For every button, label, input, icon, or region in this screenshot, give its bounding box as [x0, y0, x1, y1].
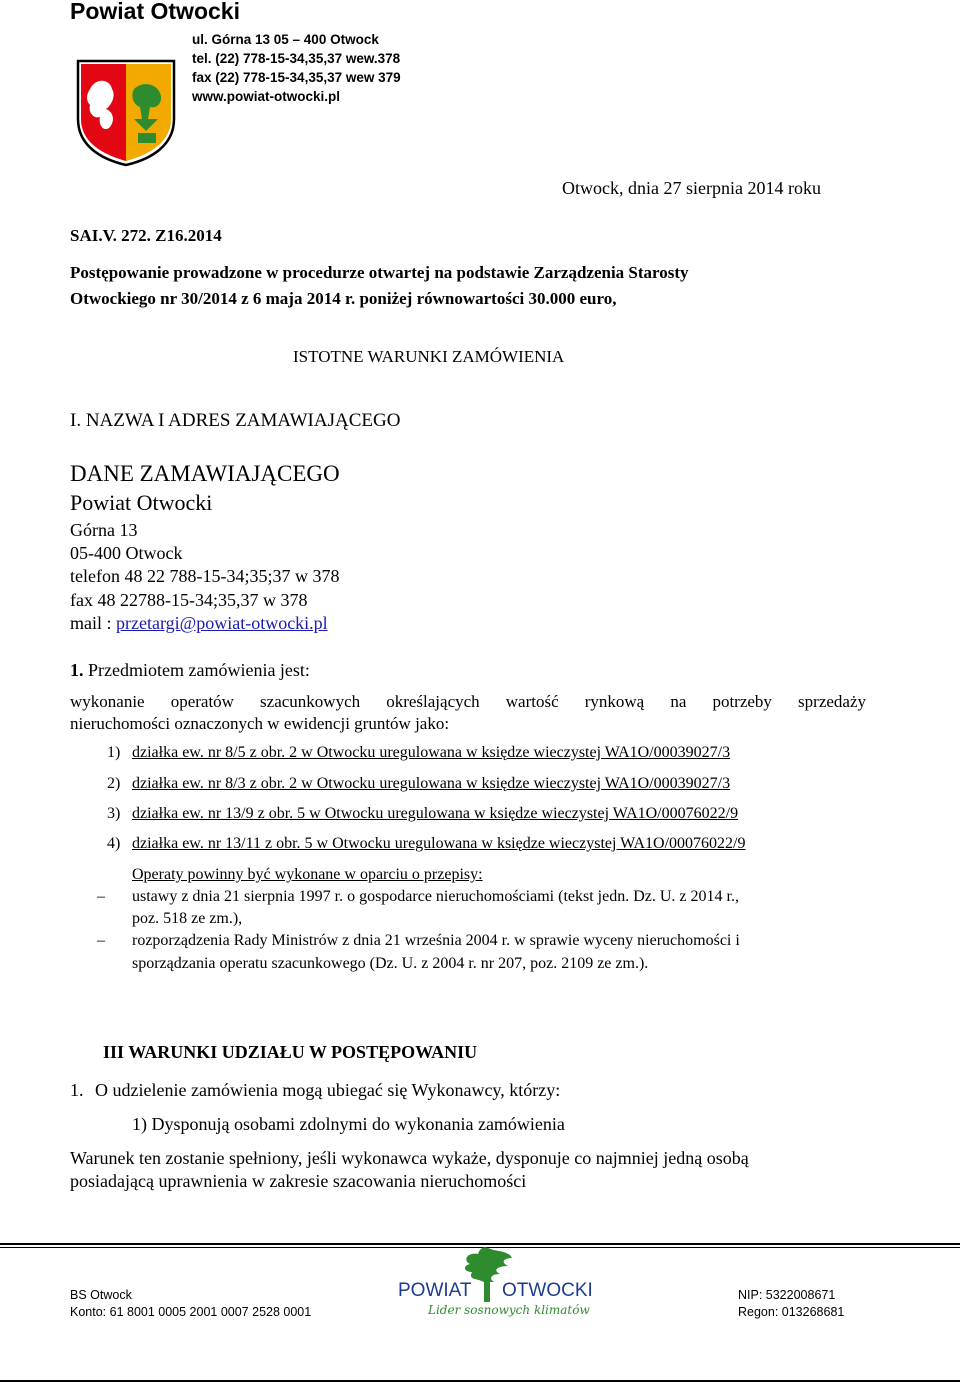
section-3-item-text: O udzielenie zamówienia mogą ubiegać się Wykonawcy, którzy: — [95, 1080, 561, 1100]
contact-address: ul. Górna 13 05 – 400 Otwock — [192, 32, 379, 47]
regulation-line: poz. 518 ze zm.), — [132, 910, 243, 927]
regulation-line: sporządzania operatu szacunkowego (Dz. U. z 2004 r. nr 207, poz. 2109 ze zm.). — [132, 955, 649, 972]
contracting-party-name: Powiat Otwocki — [70, 490, 213, 515]
contracting-party-fax: fax 48 22788-15-34;35,37 w 378 — [70, 590, 308, 610]
contracting-party-heading: DANE ZAMAWIAJĄCEGO — [70, 461, 340, 486]
dash-bullet-icon: – — [97, 932, 105, 949]
plot-number: 2) — [107, 775, 121, 792]
section-1-title: I. NAZWA I ADRES ZAMAWIAJĄCEGO — [70, 410, 401, 431]
plot-item: działka ew. nr 13/9 z obr. 5 w Otwocku uregulowana w księdze wieczystej WA1O/00076022/9 — [132, 805, 739, 822]
contracting-party-street: Górna 13 — [70, 520, 138, 540]
contact-phone: tel. (22) 778-15-34,35,37 wew.378 — [192, 51, 401, 66]
plot-number: 1) — [107, 744, 121, 761]
contracting-party-city: 05-400 Otwock — [70, 543, 183, 563]
svg-text:Lider sosnowych klimatów: Lider sosnowych klimatów — [428, 1303, 590, 1317]
contact-fax: fax (22) 778-15-34,35,37 wew 379 — [192, 70, 401, 85]
footer-bank: BS Otwock — [70, 1288, 132, 1302]
regulation-line: rozporządzenia Rady Ministrów z dnia 21 września 2004 r. w sprawie wyceny nieruchomości i — [132, 932, 740, 949]
intro-line-2: Otwockiego nr 30/2014 z 6 maja 2014 r. poniżej równowartości 30.000 euro, — [70, 289, 617, 308]
plot-number: 3) — [107, 805, 121, 822]
bottom-border — [0, 1380, 960, 1382]
contracting-party-phone: telefon 48 22 788-15-34;35;37 w 378 — [70, 566, 340, 586]
mail-label: mail : — [70, 613, 116, 633]
powiat-otwocki-logo — [396, 1244, 596, 1324]
coat-of-arms-icon — [76, 59, 176, 167]
subject-description-line-2: nieruchomości oznaczonych w ewidencji gruntów jako: — [70, 714, 450, 733]
page-title: Powiat Otwocki — [70, 0, 240, 24]
condition-line-2: posiadającą uprawnienia w zakresie szacowania nieruchomości — [70, 1171, 527, 1191]
mail-link[interactable]: przetargi@powiat-otwocki.pl — [116, 613, 328, 633]
svg-text:OTWOCKI: OTWOCKI — [502, 1280, 593, 1301]
footer-regon: Regon: 013268681 — [738, 1305, 845, 1319]
reference-number: SAI.V. 272. Z16.2014 — [70, 226, 222, 245]
plot-item: działka ew. nr 13/11 z obr. 5 w Otwocku uregulowana w księdze wieczystej WA1O/00076022/9 — [132, 835, 746, 852]
subject-number: 1. — [70, 660, 84, 680]
contact-website[interactable]: www.powiat-otwocki.pl — [192, 89, 340, 104]
condition-line-1: Warunek ten zostanie spełniony, jeśli wykonawca wykaże, dysponuje co najmniej jedną osobą — [70, 1148, 749, 1168]
regulation-line: ustawy z dnia 21 sierpnia 1997 r. o gospodarce nieruchomościami (tekst jedn. Dz. U. z 2014 r., — [132, 888, 739, 905]
section-3-title: III WARUNKI UDZIAŁU W POSTĘPOWANIU — [103, 1042, 478, 1062]
plot-item: działka ew. nr 8/3 z obr. 2 w Otwocku uregulowana w księdze wieczystej WA1O/00039027/3 — [132, 775, 731, 792]
contracting-party-mail — [70, 613, 328, 634]
section-3-sub-item: 1) Dysponują osobami zdolnymi do wykonania zamówienia — [132, 1114, 565, 1134]
regulations-heading: Operaty powinny być wykonane w oparciu o przepisy: — [132, 866, 483, 883]
section-3-item-number: 1. — [70, 1080, 84, 1100]
plot-item: działka ew. nr 8/5 z obr. 2 w Otwocku uregulowana w księdze wieczystej WA1O/00039027/3 — [132, 744, 731, 761]
date-line: Otwock, dnia 27 sierpnia 2014 roku — [562, 178, 821, 198]
document-heading: ISTOTNE WARUNKI ZAMÓWIENIA — [293, 347, 565, 366]
dash-bullet-icon: – — [97, 888, 105, 905]
subject-heading — [70, 660, 310, 681]
footer-account: Konto: 61 8001 0005 2001 0007 2528 0001 — [70, 1305, 312, 1319]
plot-number: 4) — [107, 835, 121, 852]
intro-line-1: Postępowanie prowadzone w procedurze otwartej na podstawie Zarządzenia Starosty — [70, 263, 689, 282]
footer-nip: NIP: 5322008671 — [738, 1288, 836, 1302]
subject-description-line-1: wykonanie operatów szacunkowych określających wartość rynkową na potrzeby sprzedaży — [70, 692, 866, 711]
svg-text:POWIAT: POWIAT — [398, 1280, 472, 1301]
subject-heading-text: Przedmiotem zamówienia jest: — [83, 660, 310, 680]
